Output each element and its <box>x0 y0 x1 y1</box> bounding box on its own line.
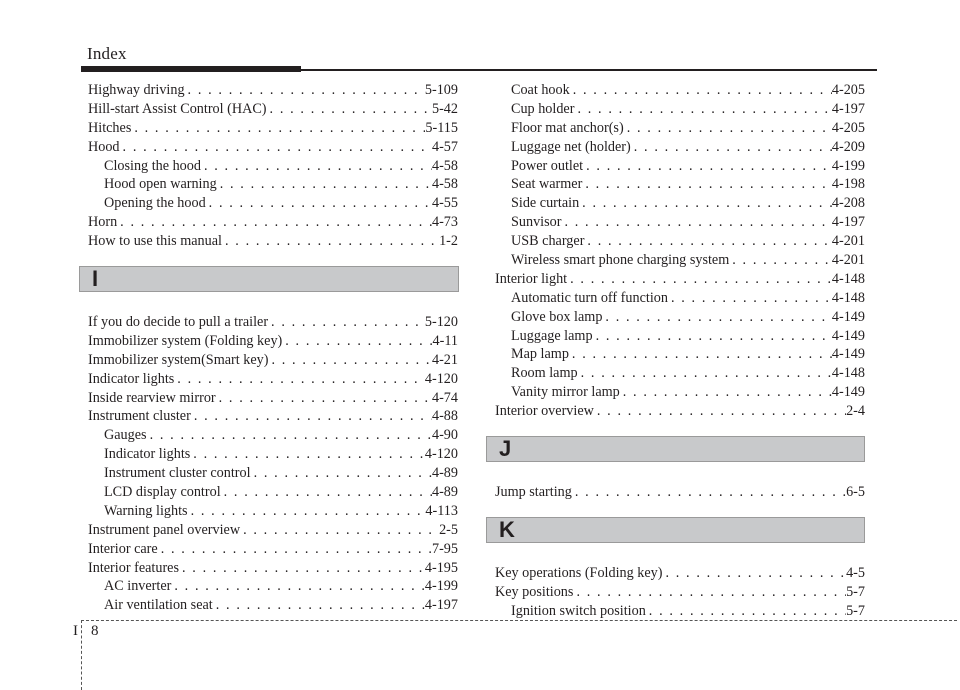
index-subentry <box>88 577 458 596</box>
dot-leader <box>216 389 432 408</box>
entry-name: Map lamp <box>511 346 569 363</box>
entry-name: Interior light <box>495 270 568 287</box>
entry-name: Sunvisor <box>511 214 562 231</box>
entry-name: Horn <box>88 214 118 231</box>
entry-page-ref: 4-205 <box>831 82 865 98</box>
index-entry <box>495 564 865 583</box>
footer-rule <box>81 620 957 621</box>
entry-page-ref: 4-73 <box>431 214 458 231</box>
entry-page-ref: 7-95 <box>431 540 458 557</box>
entry-page-ref: 4-74 <box>431 389 458 406</box>
entry-name: If you do decide to pull a trailer <box>88 314 269 331</box>
dot-leader <box>213 596 425 615</box>
index-subentry <box>88 426 458 445</box>
letter-heading-label: I <box>92 266 99 292</box>
entry-page-ref: 4-11 <box>432 332 458 349</box>
entry-name: Key positions <box>495 583 574 600</box>
index-entry <box>495 583 865 602</box>
entry-page-ref: 4-120 <box>424 446 458 463</box>
entry-page-ref: 6-5 <box>846 484 865 501</box>
index-entry <box>88 119 458 138</box>
page-title: Index <box>87 44 127 63</box>
entry-name: Vanity mirror lamp <box>511 384 620 401</box>
entry-name: Hill-start Assist Control (HAC) <box>88 100 267 117</box>
index-entry <box>495 402 865 421</box>
index-group-i-continued <box>495 81 865 421</box>
dot-leader <box>222 232 439 251</box>
index-subentry <box>495 213 865 232</box>
entry-name: Luggage lamp <box>511 327 593 344</box>
entry-page-ref: 4-89 <box>431 465 458 482</box>
index-subentry <box>88 157 458 176</box>
dot-leader <box>158 540 432 559</box>
index-entry <box>88 389 458 408</box>
dot-leader <box>171 577 425 596</box>
entry-name: Side curtain <box>511 195 580 212</box>
dot-leader <box>594 402 846 421</box>
dot-leader <box>569 345 832 364</box>
entry-page-ref: 4-205 <box>831 119 865 136</box>
page-number: 8 <box>91 623 99 639</box>
letter-heading-i <box>79 266 459 292</box>
dot-leader <box>191 407 432 426</box>
dot-leader <box>221 483 432 502</box>
dot-leader <box>729 251 832 270</box>
index-entry <box>88 351 458 370</box>
index-entry <box>88 81 458 100</box>
index-subentry <box>495 327 865 346</box>
entry-name: Opening the hood <box>104 195 206 212</box>
entry-name: Instrument cluster <box>88 408 191 425</box>
entry-name: Immobilizer system(Smart key) <box>88 351 269 368</box>
entry-page-ref: 4-197 <box>831 214 865 231</box>
dot-leader <box>185 81 425 100</box>
index-subentry <box>495 289 865 308</box>
entry-name: How to use this manual <box>88 233 222 250</box>
dot-leader <box>574 100 831 119</box>
letter-heading-label: K <box>499 516 515 542</box>
dot-leader <box>593 327 832 346</box>
entry-page-ref: 4-148 <box>831 289 865 306</box>
entry-name: Instrument cluster control <box>104 465 251 482</box>
dot-leader <box>117 213 432 232</box>
index-subentry <box>495 100 865 119</box>
entry-name: Key operations (Folding key) <box>495 564 663 581</box>
entry-page-ref: 1-2 <box>439 233 458 250</box>
entry-name: Interior features <box>88 559 179 576</box>
dot-leader <box>201 157 432 176</box>
index-subentry <box>495 232 865 251</box>
entry-page-ref: 5-109 <box>424 82 458 98</box>
entry-page-ref: 4-149 <box>831 308 865 325</box>
dot-leader <box>570 81 832 100</box>
header-rule-thin <box>301 69 877 71</box>
index-subentry <box>88 502 458 521</box>
index-entry <box>88 213 458 232</box>
entry-page-ref: 4-148 <box>831 270 865 287</box>
index-group-h <box>88 81 458 251</box>
index-entry <box>88 521 458 540</box>
dot-leader <box>631 138 832 157</box>
entry-name: AC inverter <box>104 578 172 595</box>
page-footer <box>73 623 99 640</box>
entry-page-ref: 4-149 <box>831 346 865 363</box>
dot-leader <box>582 175 832 194</box>
entry-page-ref: 4-198 <box>831 176 865 193</box>
entry-page-ref: 2-5 <box>439 521 458 538</box>
dot-leader <box>662 564 846 583</box>
entry-name: Interior care <box>88 540 158 557</box>
entry-name: Luggage net (holder) <box>511 138 631 155</box>
entry-page-ref: 5-120 <box>424 314 458 331</box>
index-entry <box>88 100 458 119</box>
entry-name: Floor mat anchor(s) <box>511 119 624 136</box>
entry-page-ref: 4-58 <box>431 157 458 174</box>
index-subentry <box>495 308 865 327</box>
entry-page-ref: 4-149 <box>831 384 865 401</box>
index-entry <box>88 540 458 559</box>
entry-page-ref: 4-197 <box>831 100 865 117</box>
entry-page-ref: 4-89 <box>431 484 458 501</box>
index-group-i <box>88 313 458 615</box>
index-subentry <box>495 602 865 621</box>
index-subentry <box>495 251 865 270</box>
entry-name: Closing the hood <box>104 157 201 174</box>
index-subentry <box>88 483 458 502</box>
entry-name: Coat hook <box>511 82 570 98</box>
entry-page-ref: 4-58 <box>431 176 458 193</box>
dot-leader <box>578 364 832 383</box>
dot-leader <box>668 289 832 308</box>
entry-page-ref: 4-90 <box>431 427 458 444</box>
dot-leader <box>573 583 846 602</box>
dot-leader <box>584 232 831 251</box>
dot-leader <box>179 559 425 578</box>
dot-leader <box>624 119 832 138</box>
dot-leader <box>251 464 432 483</box>
dot-leader <box>217 175 432 194</box>
dot-leader <box>567 270 832 289</box>
letter-heading-label: J <box>499 436 512 462</box>
index-entry <box>88 232 458 251</box>
entry-page-ref: 2-4 <box>846 403 865 420</box>
dot-leader <box>206 194 432 213</box>
index-subentry <box>495 345 865 364</box>
entry-name: Warning lights <box>104 502 188 519</box>
entry-name: Room lamp <box>511 365 578 382</box>
dot-leader <box>282 332 432 351</box>
index-entry <box>88 370 458 389</box>
entry-page-ref: 4-5 <box>846 564 865 581</box>
index-subentry <box>88 175 458 194</box>
dot-leader <box>174 370 425 389</box>
entry-name: Cup holder <box>511 100 575 117</box>
entry-name: Seat warmer <box>511 176 583 193</box>
entry-name: Wireless smart phone charging system <box>511 252 730 269</box>
dot-leader <box>268 313 425 332</box>
index-entry <box>88 138 458 157</box>
dot-leader <box>579 194 832 213</box>
dot-leader <box>646 602 846 621</box>
index-subentry <box>495 81 865 100</box>
entry-name: Hitches <box>88 119 132 136</box>
index-subentry <box>88 464 458 483</box>
dot-leader <box>131 119 425 138</box>
entry-page-ref: 5-42 <box>431 100 458 117</box>
header-rule-thick <box>81 66 301 72</box>
entry-page-ref: 4-21 <box>431 351 458 368</box>
entry-name: Interior overview <box>495 403 594 420</box>
entry-page-ref: 4-88 <box>431 408 458 425</box>
index-group-j <box>495 483 865 502</box>
index-subentry <box>88 194 458 213</box>
index-subentry <box>495 175 865 194</box>
dot-leader <box>620 383 832 402</box>
entry-page-ref: 4-195 <box>424 559 458 576</box>
entry-page-ref: 4-113 <box>425 502 458 519</box>
entry-page-ref: 4-208 <box>831 195 865 212</box>
index-column-right <box>495 81 865 621</box>
entry-page-ref: 5-115 <box>425 119 458 136</box>
dot-leader <box>572 483 846 502</box>
entry-name: Highway driving <box>88 82 185 98</box>
entry-name: Indicator lights <box>88 370 175 387</box>
entry-page-ref: 4-149 <box>831 327 865 344</box>
entry-name: Ignition switch position <box>511 602 646 619</box>
entry-page-ref: 4-197 <box>424 597 458 614</box>
entry-page-ref: 4-120 <box>424 370 458 387</box>
index-entry <box>88 559 458 578</box>
index-subentry <box>88 596 458 615</box>
entry-page-ref: 4-57 <box>431 138 458 155</box>
entry-page-ref: 5-7 <box>846 602 865 619</box>
footer-section-letter: I <box>73 623 78 639</box>
index-subentry <box>495 383 865 402</box>
entry-name: Indicator lights <box>104 446 191 463</box>
index-subentry <box>495 138 865 157</box>
entry-page-ref: 4-199 <box>424 578 458 595</box>
entry-name: Automatic turn off function <box>511 289 668 306</box>
entry-name: Instrument panel overview <box>88 521 241 538</box>
index-subentry <box>495 364 865 383</box>
entry-page-ref: 4-55 <box>431 195 458 212</box>
dot-leader <box>120 138 432 157</box>
entry-name: Power outlet <box>511 157 584 174</box>
index-entry <box>88 313 458 332</box>
entry-name: Hood open warning <box>104 176 217 193</box>
entry-page-ref: 4-201 <box>831 252 865 269</box>
dot-leader <box>583 157 832 176</box>
dot-leader <box>267 100 432 119</box>
dot-leader <box>602 308 831 327</box>
entry-name: LCD display control <box>104 484 221 501</box>
entry-name: Glove box lamp <box>511 308 603 325</box>
dot-leader <box>561 213 831 232</box>
index-entry <box>495 270 865 289</box>
letter-heading-k <box>486 517 865 543</box>
letter-heading-j <box>486 436 865 462</box>
index-subentry <box>495 157 865 176</box>
index-entry <box>495 483 865 502</box>
entry-name: Air ventilation seat <box>104 597 213 614</box>
index-entry <box>88 407 458 426</box>
dot-leader <box>188 502 426 521</box>
dot-leader <box>268 351 432 370</box>
entry-page-ref: 4-148 <box>831 365 865 382</box>
entry-name: Immobilizer system (Folding key) <box>88 332 283 349</box>
index-subentry <box>88 445 458 464</box>
index-entry <box>88 332 458 351</box>
dot-leader <box>240 521 439 540</box>
entry-name: Inside rearview mirror <box>88 389 216 406</box>
index-column-left <box>88 81 458 615</box>
dot-leader <box>147 426 432 445</box>
entry-page-ref: 4-209 <box>831 138 865 155</box>
entry-page-ref: 4-201 <box>831 233 865 250</box>
entry-name: Jump starting <box>495 484 572 501</box>
dot-leader <box>190 445 425 464</box>
entry-name: Hood <box>88 138 120 155</box>
index-group-k <box>495 564 865 621</box>
entry-page-ref: 5-7 <box>846 583 865 600</box>
index-subentry <box>495 194 865 213</box>
entry-name: USB charger <box>511 233 585 250</box>
entry-name: Gauges <box>104 427 147 444</box>
entry-page-ref: 4-199 <box>831 157 865 174</box>
index-subentry <box>495 119 865 138</box>
